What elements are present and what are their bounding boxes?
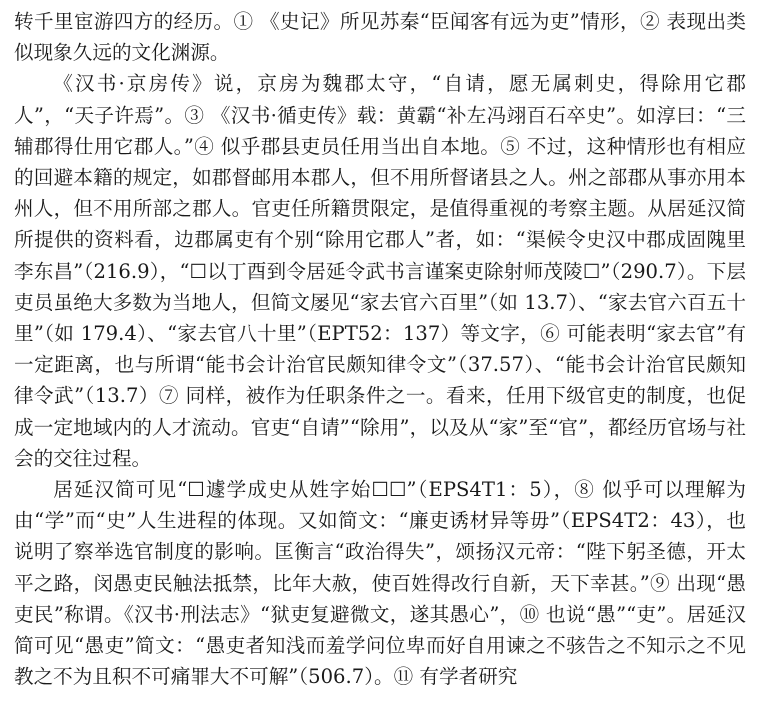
paragraph-3: 居延汉简可见“☐遽学成史从姓字始☐☐”（EPS4T1：5），⑧ 似乎可以理解为由“学”而“史”人生进程的体现。又如简文：“廉吏诱材异等毋”（EPS4T2：43），也说明了察举选官制度的影响。匡衡言“政治得失”，颂扬汉元帝：“陛下躬圣德，开太平之路，闵愚吏民触法抵禁，比年大赦，使百姓得改行自新，天下幸甚。”⑨ 出现“愚吏民”称谓。《汉书·刑法志》“狱吏复避微文，遂其愚心”，⑩ 也说“愚”“吏”。居延汉简可见“愚吏”简文：“愚吏者知浅而羞学问位卑而好自用谏之不骇告之不知示之不见教之不为且积不可痛罪大不可解”（506.7）。⑪ 有学者研究 [14,478,746,689]
document-page [14,6,746,692]
paragraph-2: 《汉书·京房传》说，京房为魏郡太守，“自请，愿无属刺史，得除用它郡人”，“天子许焉”。③ 《汉书·循吏传》载：黄霸“补左冯翊百石卒史”。如淳曰：“三辅郡得仕用它郡人。”④ 似乎郡县吏员任用当出自本地。⑤ 不过，这种情形也有相应的回避本籍的规定，如郡督邮用本郡人，但不用所督诸县之人。州之部郡从事亦用本州人，但不用所部之郡人。官吏任所籍贯限定，是值得重视的考察主题。从居延汉简所提供的资料看，边郡属吏有个别“除用它郡人”者，如：“渠候令史汉中郡成固隗里李东昌”（216.9），“☐以丁酉到令居延令武书言谨案吏除射师茂陵☐”（290.7）。下层吏员虽绝大多数为当地人，但简文屡见“家去官六百里”（如 13.7）、“家去官六百五十里”（如 179.4）、“家去官八十里”（EPT52：137）等文字，⑥ 可能表明“家去官”有一定距离，也与所谓“能书会计治官民颇知律令文”（37.57）、“能书会计治官民颇知律令武”（13.7）⑦ 同样，被作为任职条件之一。看来，任用下级官吏的制度，也促成一定地域内的人才流动。官吏“自请”“除用”，以及从“家”至“官”，都经历官场与社会的交往过程。 [14,72,746,470]
paragraph-1: 转千里宦游四方的经历。① 《史记》所见苏秦“臣闻客有远为吏”情形，② 表现出类似现象久远的文化渊源。 [14,10,746,65]
